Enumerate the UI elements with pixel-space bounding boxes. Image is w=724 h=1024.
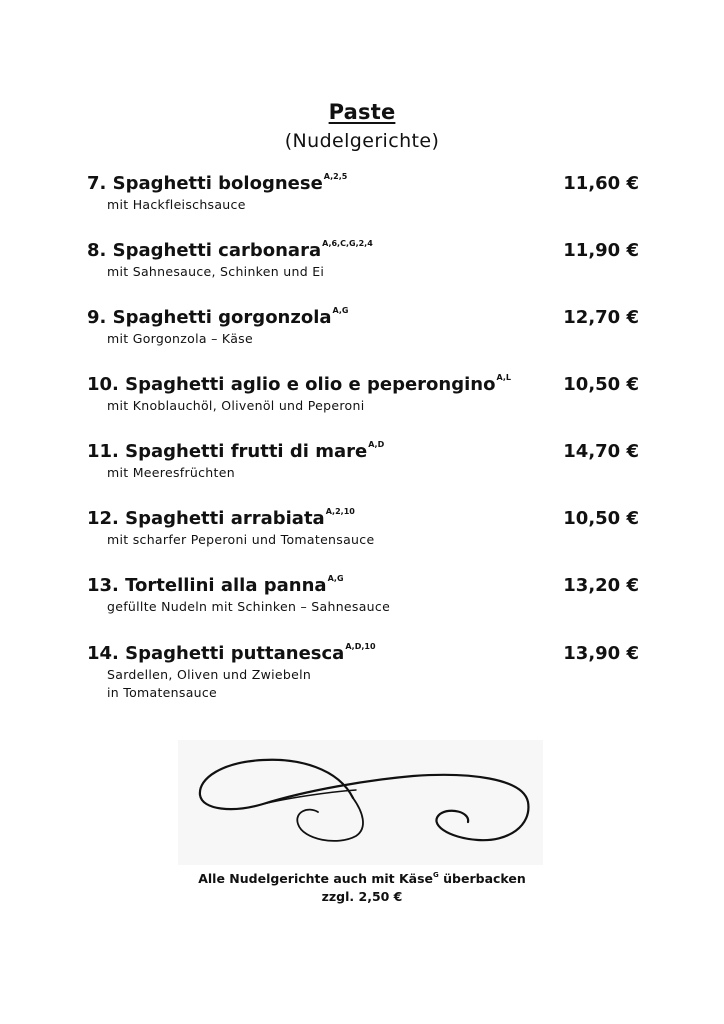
item-description: mit Knoblauchöl, Olivenöl und Peperoni	[107, 398, 365, 413]
item-name	[87, 440, 639, 464]
allergen-codes: A,L	[496, 373, 511, 382]
allergen-codes: A,D,10	[345, 642, 376, 651]
decorative-flourish	[178, 740, 543, 865]
item-name	[87, 373, 639, 397]
footer-note-price: zzgl. 2,50 €	[321, 889, 403, 904]
allergen-codes: G	[433, 871, 439, 879]
menu-item	[87, 642, 639, 702]
item-name	[87, 642, 639, 666]
menu-item	[87, 440, 639, 482]
item-price: 13,20 €	[563, 575, 639, 596]
item-price: 14,70 €	[563, 441, 639, 462]
item-description: mit Gorgonzola – Käse	[107, 331, 253, 346]
item-name-text: 8. Spaghetti carbonara	[87, 240, 322, 261]
item-description: mit scharfer Peperoni und Tomatensauce	[107, 532, 375, 547]
item-name	[87, 507, 639, 531]
item-name	[87, 239, 639, 263]
item-name	[87, 306, 639, 330]
allergen-codes: A,D	[368, 440, 385, 449]
menu-item	[87, 306, 639, 348]
footer-note-text-end: überbacken	[438, 871, 526, 886]
item-description-line2: in Tomatensauce	[107, 685, 218, 700]
allergen-codes: A,G	[327, 574, 344, 583]
item-name-text: 7. Spaghetti bolognese	[87, 173, 323, 194]
item-price: 10,50 €	[563, 508, 639, 529]
allergen-codes: A,2,5	[323, 172, 348, 181]
item-name-text: 13. Tortellini alla panna	[87, 575, 327, 596]
allergen-codes: A,2,10	[325, 507, 355, 516]
menu-item	[87, 239, 639, 281]
item-price: 10,50 €	[563, 374, 639, 395]
menu-title: Paste	[328, 100, 396, 124]
item-name-text: 11. Spaghetti frutti di mare	[87, 441, 368, 462]
item-name-text: 14. Spaghetti puttanesca	[87, 643, 345, 664]
item-description: mit Meeresfrüchten	[107, 465, 235, 480]
item-name	[87, 172, 639, 196]
allergen-codes: A,6,C,G,2,4	[322, 239, 373, 248]
item-price: 11,60 €	[563, 173, 639, 194]
item-price: 11,90 €	[563, 240, 639, 261]
flourish-swirl-icon	[178, 740, 543, 865]
menu-item	[87, 172, 639, 214]
item-name-text: 12. Spaghetti arrabiata	[87, 508, 325, 529]
item-description: Sardellen, Oliven und Zwiebeln	[107, 667, 312, 682]
menu-item	[87, 373, 639, 415]
footer-note-text: Alle Nudelgerichte auch mit Käse	[198, 871, 434, 886]
menu-item	[87, 507, 639, 549]
footer-note-line1	[0, 870, 724, 888]
item-price: 13,90 €	[563, 643, 639, 664]
item-name-text: 9. Spaghetti gorgonzola	[87, 307, 332, 328]
item-name	[87, 574, 639, 598]
item-description: mit Hackfleischsauce	[107, 197, 246, 212]
item-description: gefüllte Nudeln mit Schinken – Sahnesauce	[107, 599, 391, 614]
item-name-text: 10. Spaghetti aglio e olio e peperongino	[87, 374, 496, 395]
item-price: 12,70 €	[563, 307, 639, 328]
item-description: mit Sahnesauce, Schinken und Ei	[107, 264, 325, 279]
menu-subtitle: (Nudelgerichte)	[284, 130, 440, 152]
allergen-codes: A,G	[332, 306, 349, 315]
menu-item	[87, 574, 639, 616]
footer-note	[0, 870, 724, 906]
